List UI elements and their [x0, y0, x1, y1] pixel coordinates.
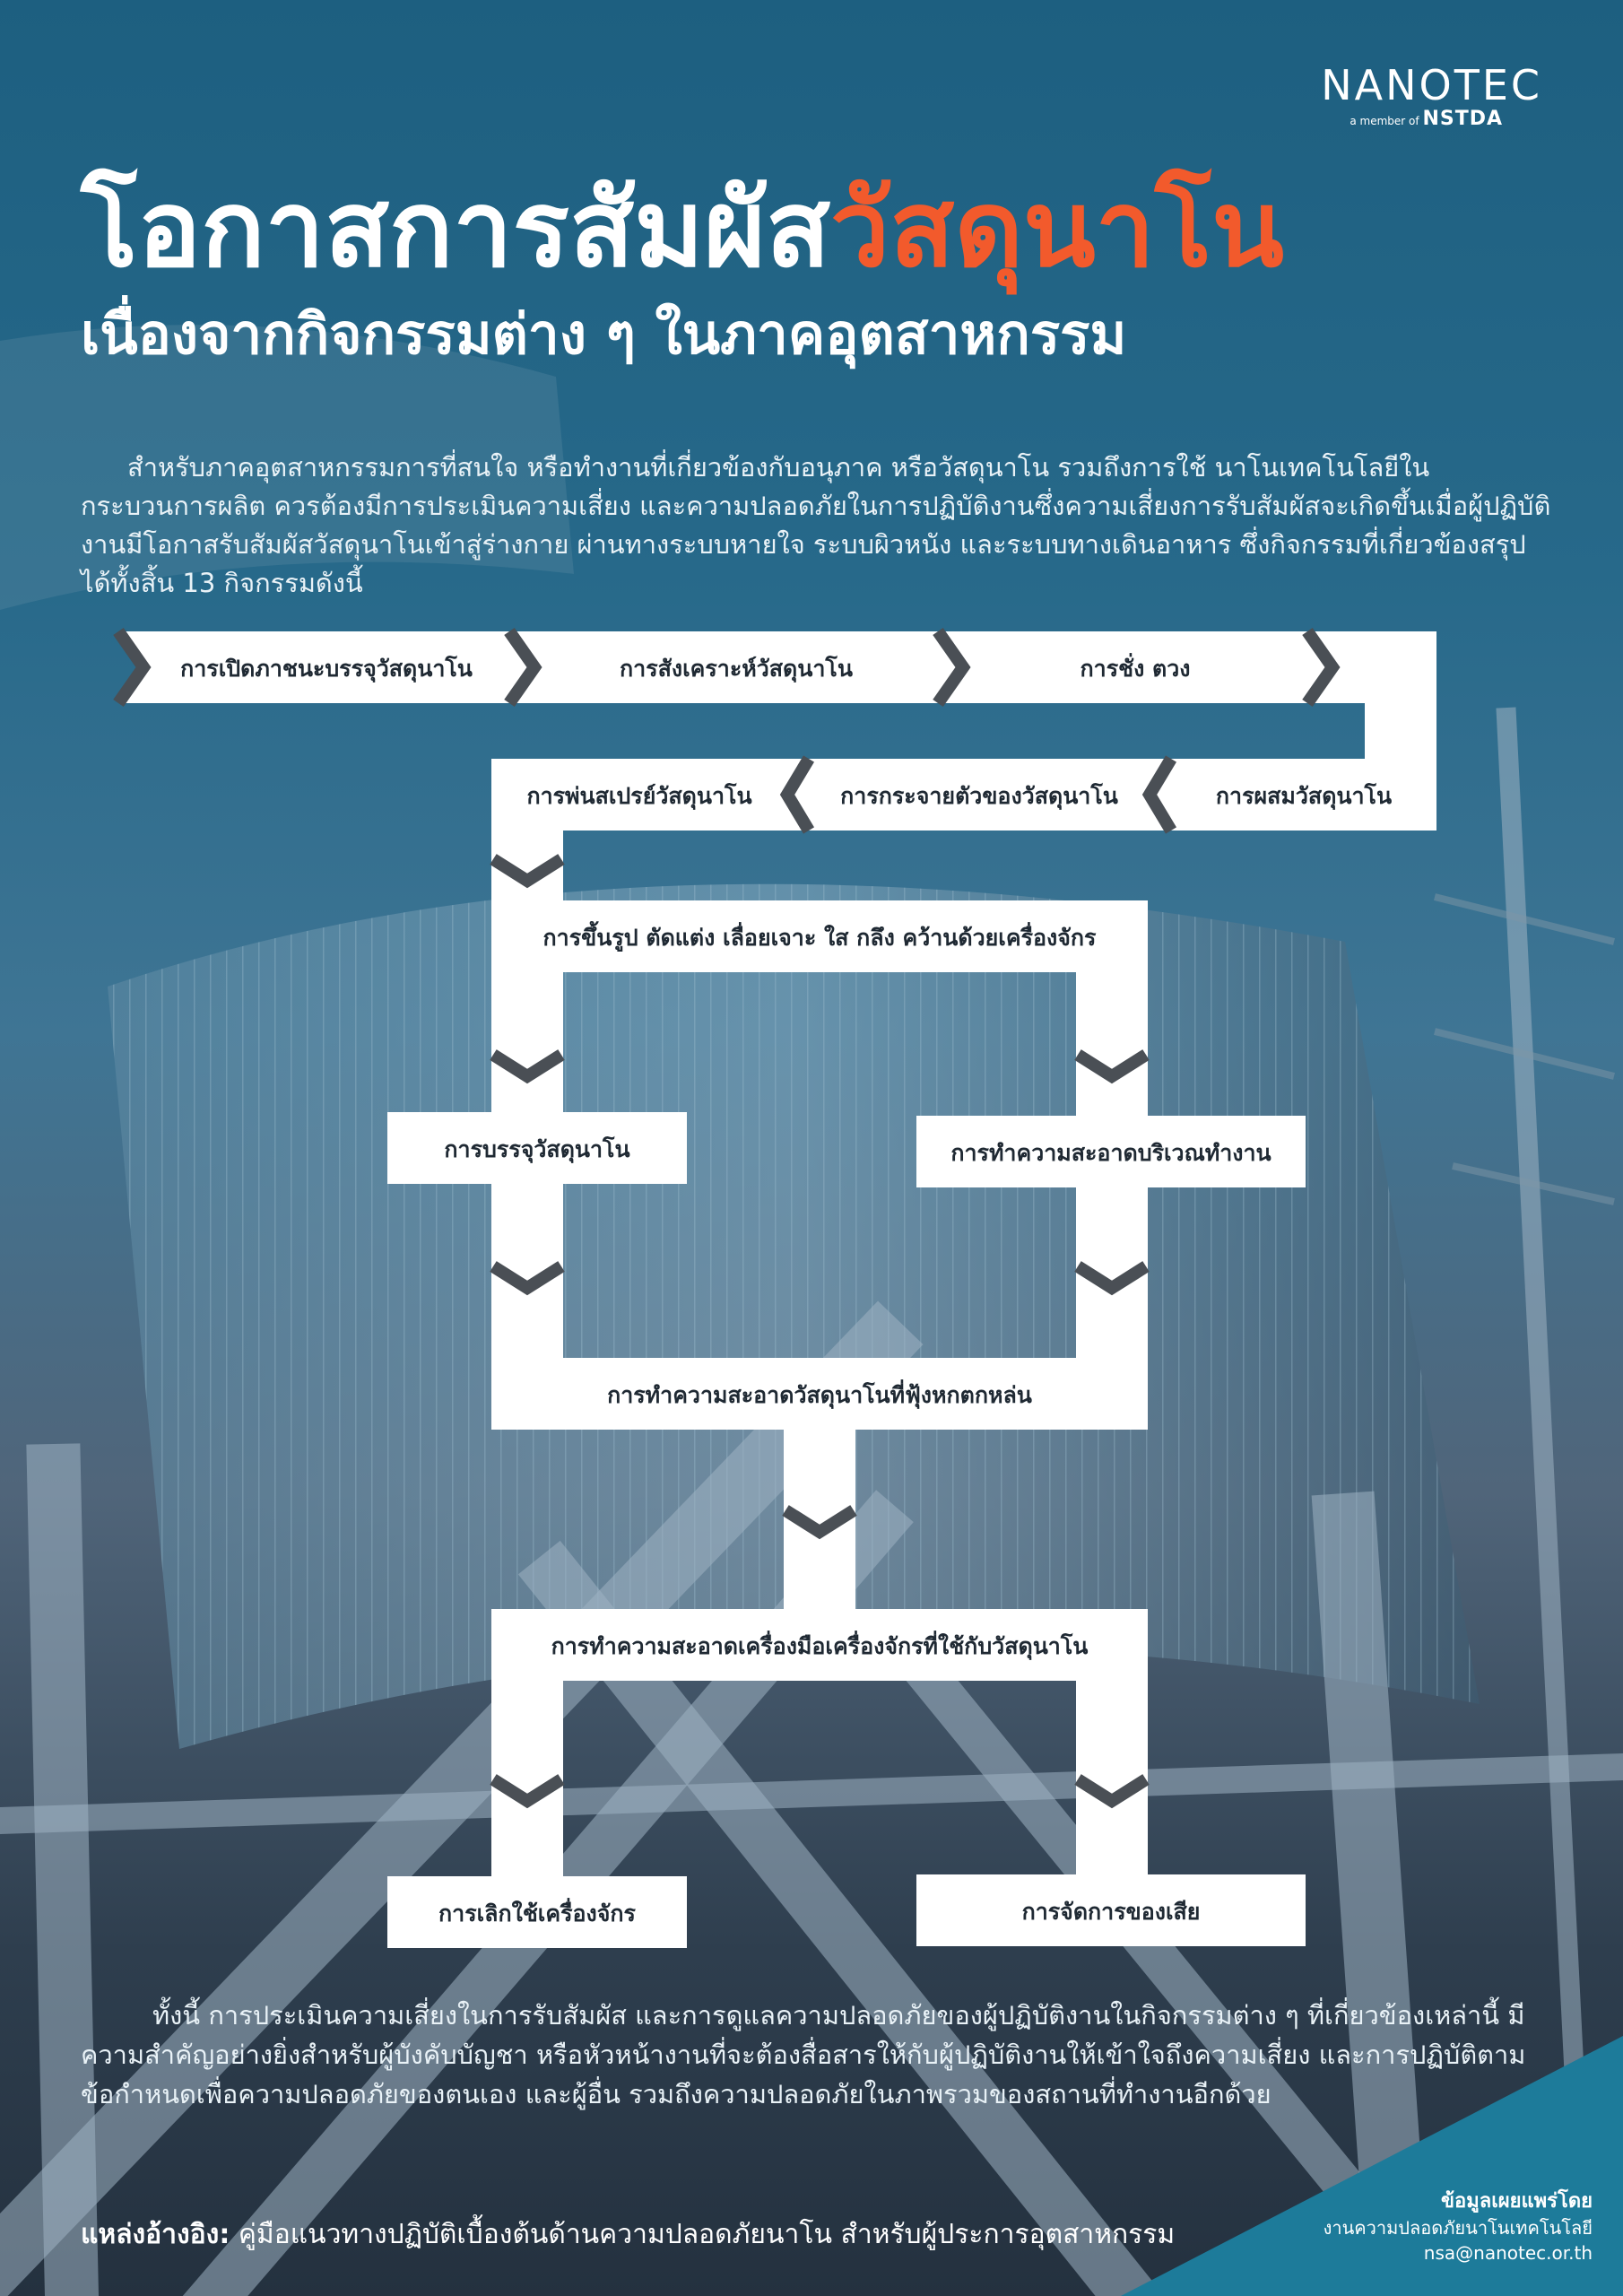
logo-name: NANOTEC — [1321, 61, 1542, 109]
publisher-unit: งานความปลอดภัยนาโนเทคโนโลยี — [1323, 2217, 1593, 2239]
logo-member: a member of NSTDA — [1350, 108, 1503, 130]
step-cleaning-tools: การทำความสะอาดเครื่องมือเครื่องจักรที่ใช้กับวัสดุนาโน — [551, 1633, 1089, 1659]
publisher-email: nsa@nanotec.or.th — [1423, 2242, 1593, 2264]
step-dispersion: การกระจายตัวของวัสดุนาโน — [840, 783, 1118, 809]
step-decommission: การเลิกใช้เครื่องจักร — [438, 1900, 636, 1926]
publisher-heading: ข้อมูลเผยแพร่โดย — [1440, 2190, 1593, 2213]
publisher-info — [1324, 2188, 1593, 2266]
title-part1: โอกาสการสัมผัส — [81, 167, 831, 291]
page-subtitle: เนื่องจากกิจกรรมต่าง ๆ ในภาคอุตสาหกรรม — [81, 301, 1127, 367]
step-packaging: การบรรจุวัสดุนาโน — [444, 1136, 630, 1162]
step-open-container: การเปิดภาชนะบรรจุวัสดุนาโน — [180, 656, 473, 682]
closing-paragraph: ทั้งนี้ การประเมินความเสี่ยงในการรับสัมผัส และการดูแลความปลอดภัยของผู้ปฏิบัติงานในกิจกรรมต่าง ๆ ที่เกี่ยวข้องเหล่านี้ มีความสำคัญอย่างยิ่งสำหรับผู้บังคับบัญชา หรือหัวหน้างานที่จะต้องสื่อสารให้กับผู้ปฏิบัติงานให้เข้าใจถึงความเสี่ยง และการปฏิบัติตามข้อกำหนดเพื่อความปลอดภัยของตนเอง และผู้อื่น รวมถึงความปลอดภัยในภาพรวมของสถานที่ทำงานอีกด้วย — [81, 2000, 1526, 2109]
reference-label: แหล่งอ้างอิง: — [81, 2219, 230, 2250]
step-cleaning-area: การทำความสะอาดบริเวณทำงาน — [950, 1140, 1271, 1166]
step-cleaning-spill: การทำความสะอาดวัสดุนาโนที่ฟุ้งหกตกหล่น — [607, 1382, 1032, 1408]
step-weighing: การชั่ง ตวง — [1080, 656, 1191, 682]
title-part2-highlight: วัสดุนาโน — [830, 167, 1284, 291]
reference-text: คู่มือแนวทางปฏิบัติเบื้องต้นด้านความปลอดภัยนาโน สำหรับผู้ประการอุตสาหกรรม — [230, 2219, 1176, 2250]
logo-org: NSTDA — [1422, 108, 1503, 130]
reference — [81, 2213, 1175, 2256]
intro-paragraph: สำหรับภาคอุตสาหกรรมการที่สนใจ หรือทำงานที่เกี่ยวข้องกับอนุภาค หรือวัสดุนาโน รวมถึงการใช้ นาโนเทคโนโลยีในกระบวนการผลิต ควรต้องมีการประเมินความเสี่ยง และความปลอดภัยในการปฏิบัติงานซึ่งความเสี่ยงการรับสัมผัสจะเกิดขึ้นเมื่อผู้ปฏิบัติงานมีโอกาสรับสัมผัสวัสดุนาโนเข้าสู่ร่างกาย ผ่านทางระบบหายใจ ระบบผิวหนัง และระบบทางเดินอาหาร ซึ่งกิจกรรมที่เกี่ยวข้องสรุปได้ทั้งสิ้น 13 กิจกรรมดังนี้ — [81, 452, 1551, 598]
step-spraying: การพ่นสเปรย์วัสดุนาโน — [526, 783, 752, 809]
step-waste: การจัดการของเสีย — [1021, 1899, 1201, 1925]
step-synthesis: การสังเคราะห์วัสดุนาโน — [620, 656, 853, 682]
step-machining: การขึ้นรูป ตัดแต่ง เลื่อยเจาะ ใส กลึง คว้านด้วยเครื่องจักร — [542, 925, 1097, 951]
step-mixing: การผสมวัสดุนาโน — [1215, 783, 1393, 809]
